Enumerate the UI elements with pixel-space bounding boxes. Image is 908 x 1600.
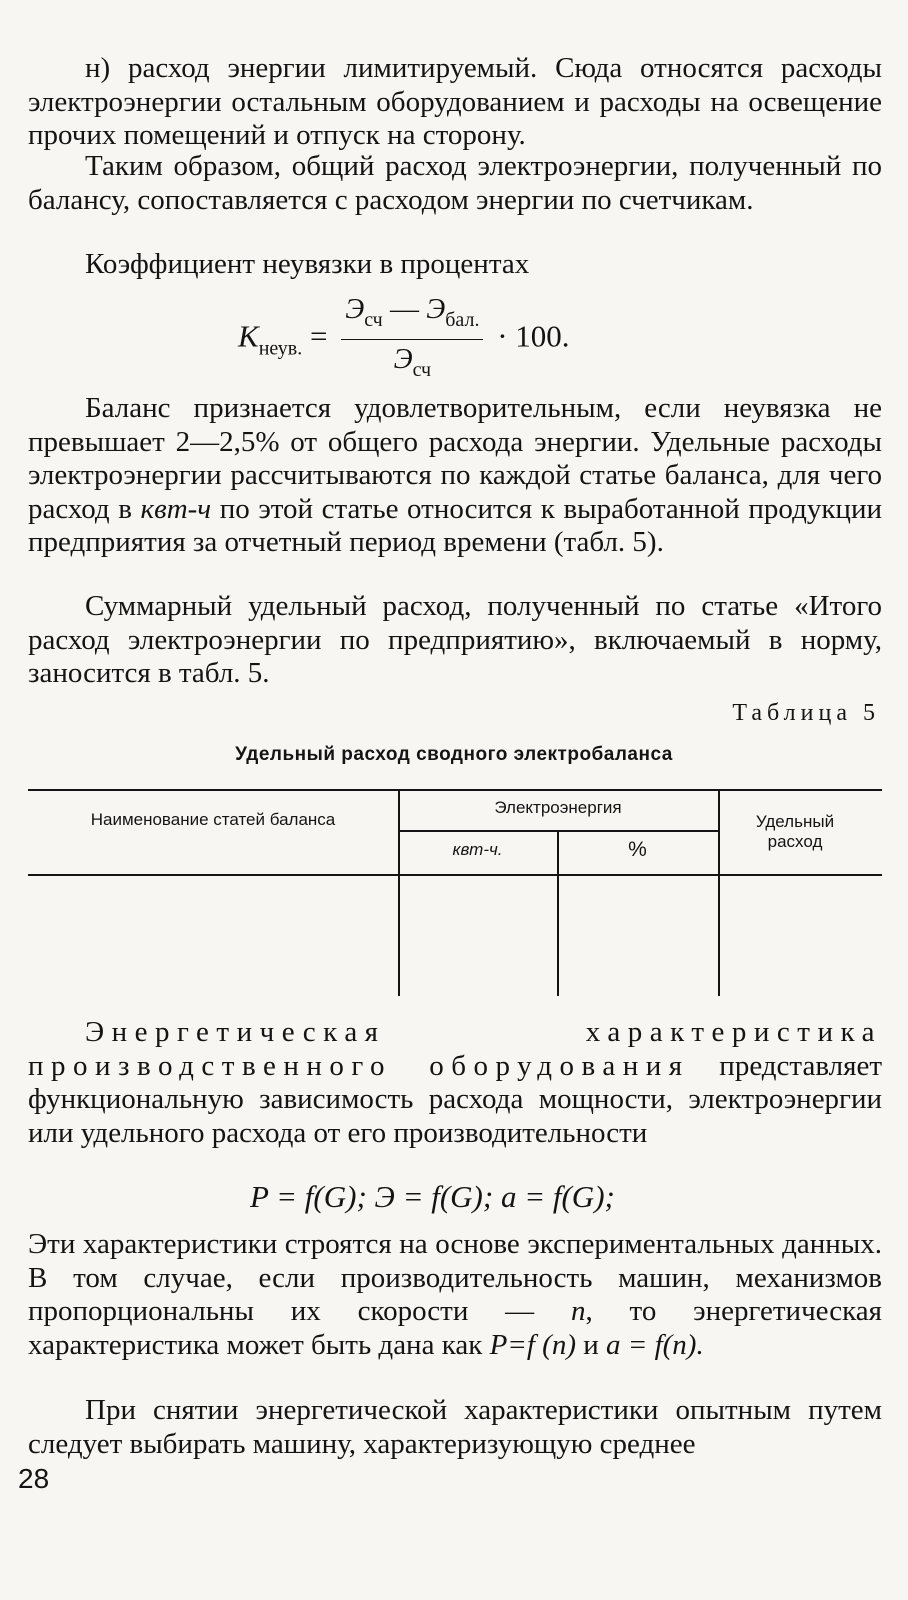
paragraph-8: При снятии энергетической характеристики опытным путем следует выбирать машину, характеризующую среднее: [28, 1394, 882, 1460]
header-specific-consumption: Удельный расход: [755, 812, 835, 851]
formula-imbalance: [238, 292, 570, 387]
table-title: Удельный расход сводного электробаланса: [235, 744, 673, 765]
header-electricity: Электроэнергия: [494, 798, 622, 817]
formula-tail: · 100.: [497, 318, 570, 354]
formula-eq: =: [309, 318, 328, 354]
paragraph-6: Энергетическая характеристика производственного оборудования представляет функциональную зависимость расхода мощности, электроэнергии или удельного расхода от его производительности: [28, 1016, 882, 1149]
header-percent: %: [628, 838, 647, 861]
paragraph-3: Коэффициент неувязки в процентах: [85, 248, 530, 280]
header-kwh: квт-ч.: [452, 840, 503, 859]
table-top-rule: [28, 789, 882, 791]
formula-denominator: $Э_{сч}$: [393, 343, 432, 381]
paragraph-7: Эти характеристики строятся на основе экспериментальных данных. В том случае, если производительность машин, механизмов пропорциональны их скорости — n, то энергетическая характеристика может быть дана как P=f (n) и a = f(n).: [28, 1228, 882, 1361]
paragraph-5: Суммарный удельный расход, полученный по статье «Итого расход электроэнергии по предприятию», включаемый в норму, заносится в табл. 5.: [28, 590, 882, 689]
table-vline-3: [718, 791, 720, 996]
header-item-name: Наименование статей баланса: [90, 810, 336, 829]
unit-kwh: квт-ч: [140, 492, 212, 525]
table-label: Таблица 5: [732, 700, 880, 726]
formula-numerator: $Э_{сч}$ — $Э_{бал.}$: [341, 292, 483, 340]
table-group-rule: [398, 830, 718, 832]
paragraph-4: Баланс признается удовлетворительным, если неувязка не превышает 2—2,5% от общего расхода энергии. Удельные расходы электроэнергии рассчитываются по каждой статье баланса, для чего расход в квт-ч по этой статье относится к выработанной продукции предприятия за отчетный период времени (табл. 5).: [28, 392, 882, 558]
page-number: 28: [18, 1463, 50, 1494]
formula-lhs: K: [238, 318, 259, 354]
table-vline-1: [398, 791, 400, 996]
formula-fraction: [341, 292, 483, 387]
paragraph-2: Таким образом, общий расход электроэнергии, полученный по балансу, сопоставляется с расходом энергии по счетчикам.: [28, 150, 882, 216]
term-energy-characteristic: Энергетическая характеристика производственного оборудования: [28, 1016, 882, 1082]
formula-lhs-sub: неув.: [258, 337, 303, 360]
formula-functions: P = f(G); Э = f(G); a = f(G);: [250, 1179, 615, 1214]
paragraph-1: н) расход энергии лимитируемый. Сюда относятся расходы электроэнергии остальным оборудованием и расходы на освещение прочих помещений и отпуск на сторону.: [28, 52, 882, 151]
table-header-rule: [28, 874, 882, 876]
